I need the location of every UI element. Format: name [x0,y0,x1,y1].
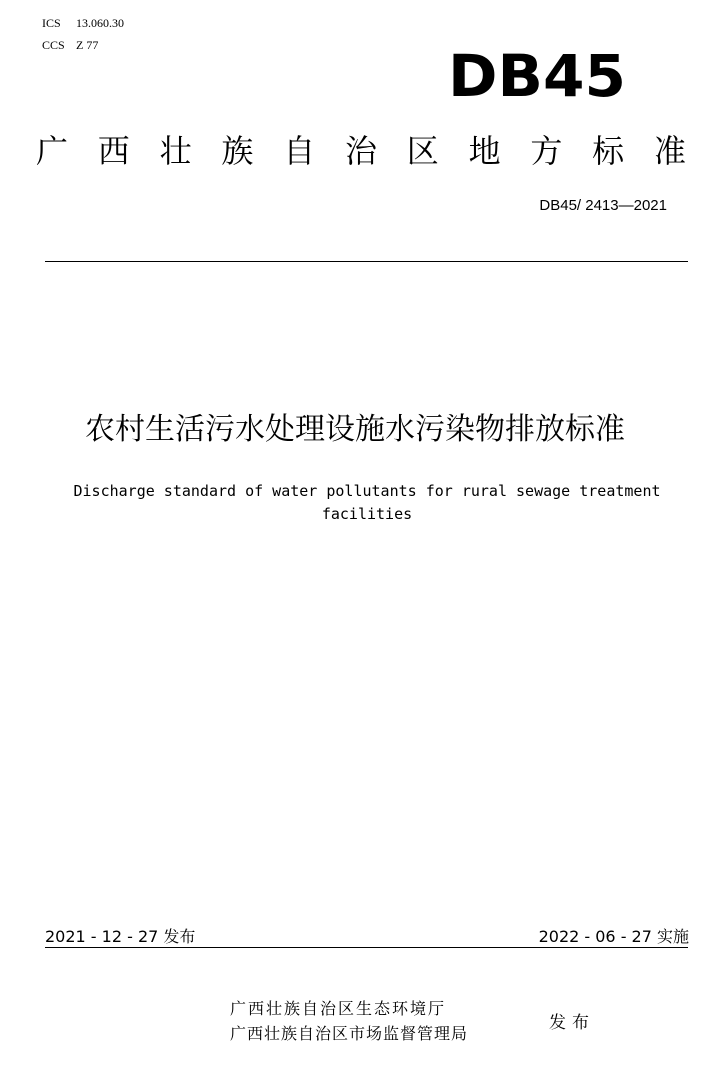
english-title: Discharge standard of water pollutants for rural sewage treatment facilities [73,482,661,523]
standard-number: DB45/ 2413—2021 [539,197,667,214]
authority-title-char: 广 [36,132,69,170]
ics-code [42,16,124,30]
implementation-date: 2022 - 06 - 27 实施 [538,927,689,946]
ccs-value: Z 77 [76,38,99,52]
ics-value: 13.060.30 [76,16,124,30]
issue-date: 2021 - 12 - 27 发布 [45,927,196,946]
authority-title-char: 治 [344,132,377,170]
top-divider [45,261,688,262]
authority-title-char: 西 [97,132,130,170]
issue-action: 发布 [549,1013,595,1033]
authority-title-char: 方 [530,132,563,170]
authority-title-char: 准 [653,132,686,170]
authority-title-char: 地 [468,132,501,170]
authority-title-char: 壮 [159,132,192,170]
authority-title-char: 族 [221,132,254,170]
authority-title-char: 标 [592,132,625,170]
issuer-market-supervision-bureau: 广西壮族自治区市场监督管理局 [230,1024,469,1043]
issuer-ecology-department: 广西壮族自治区生态环境厅 [230,999,447,1018]
ccs-label: CCS [42,38,65,52]
chinese-title: 农村生活污水处理设施水污染物排放标准 [85,412,625,447]
ics-label: ICS [42,16,61,30]
authority-title [36,132,686,170]
logo-text: DB45 [448,48,626,100]
ccs-code [42,38,98,52]
authority-title-char: 区 [406,132,439,170]
db45-logo [448,48,630,100]
authority-title-char: 自 [283,132,316,170]
bottom-divider [45,947,688,948]
